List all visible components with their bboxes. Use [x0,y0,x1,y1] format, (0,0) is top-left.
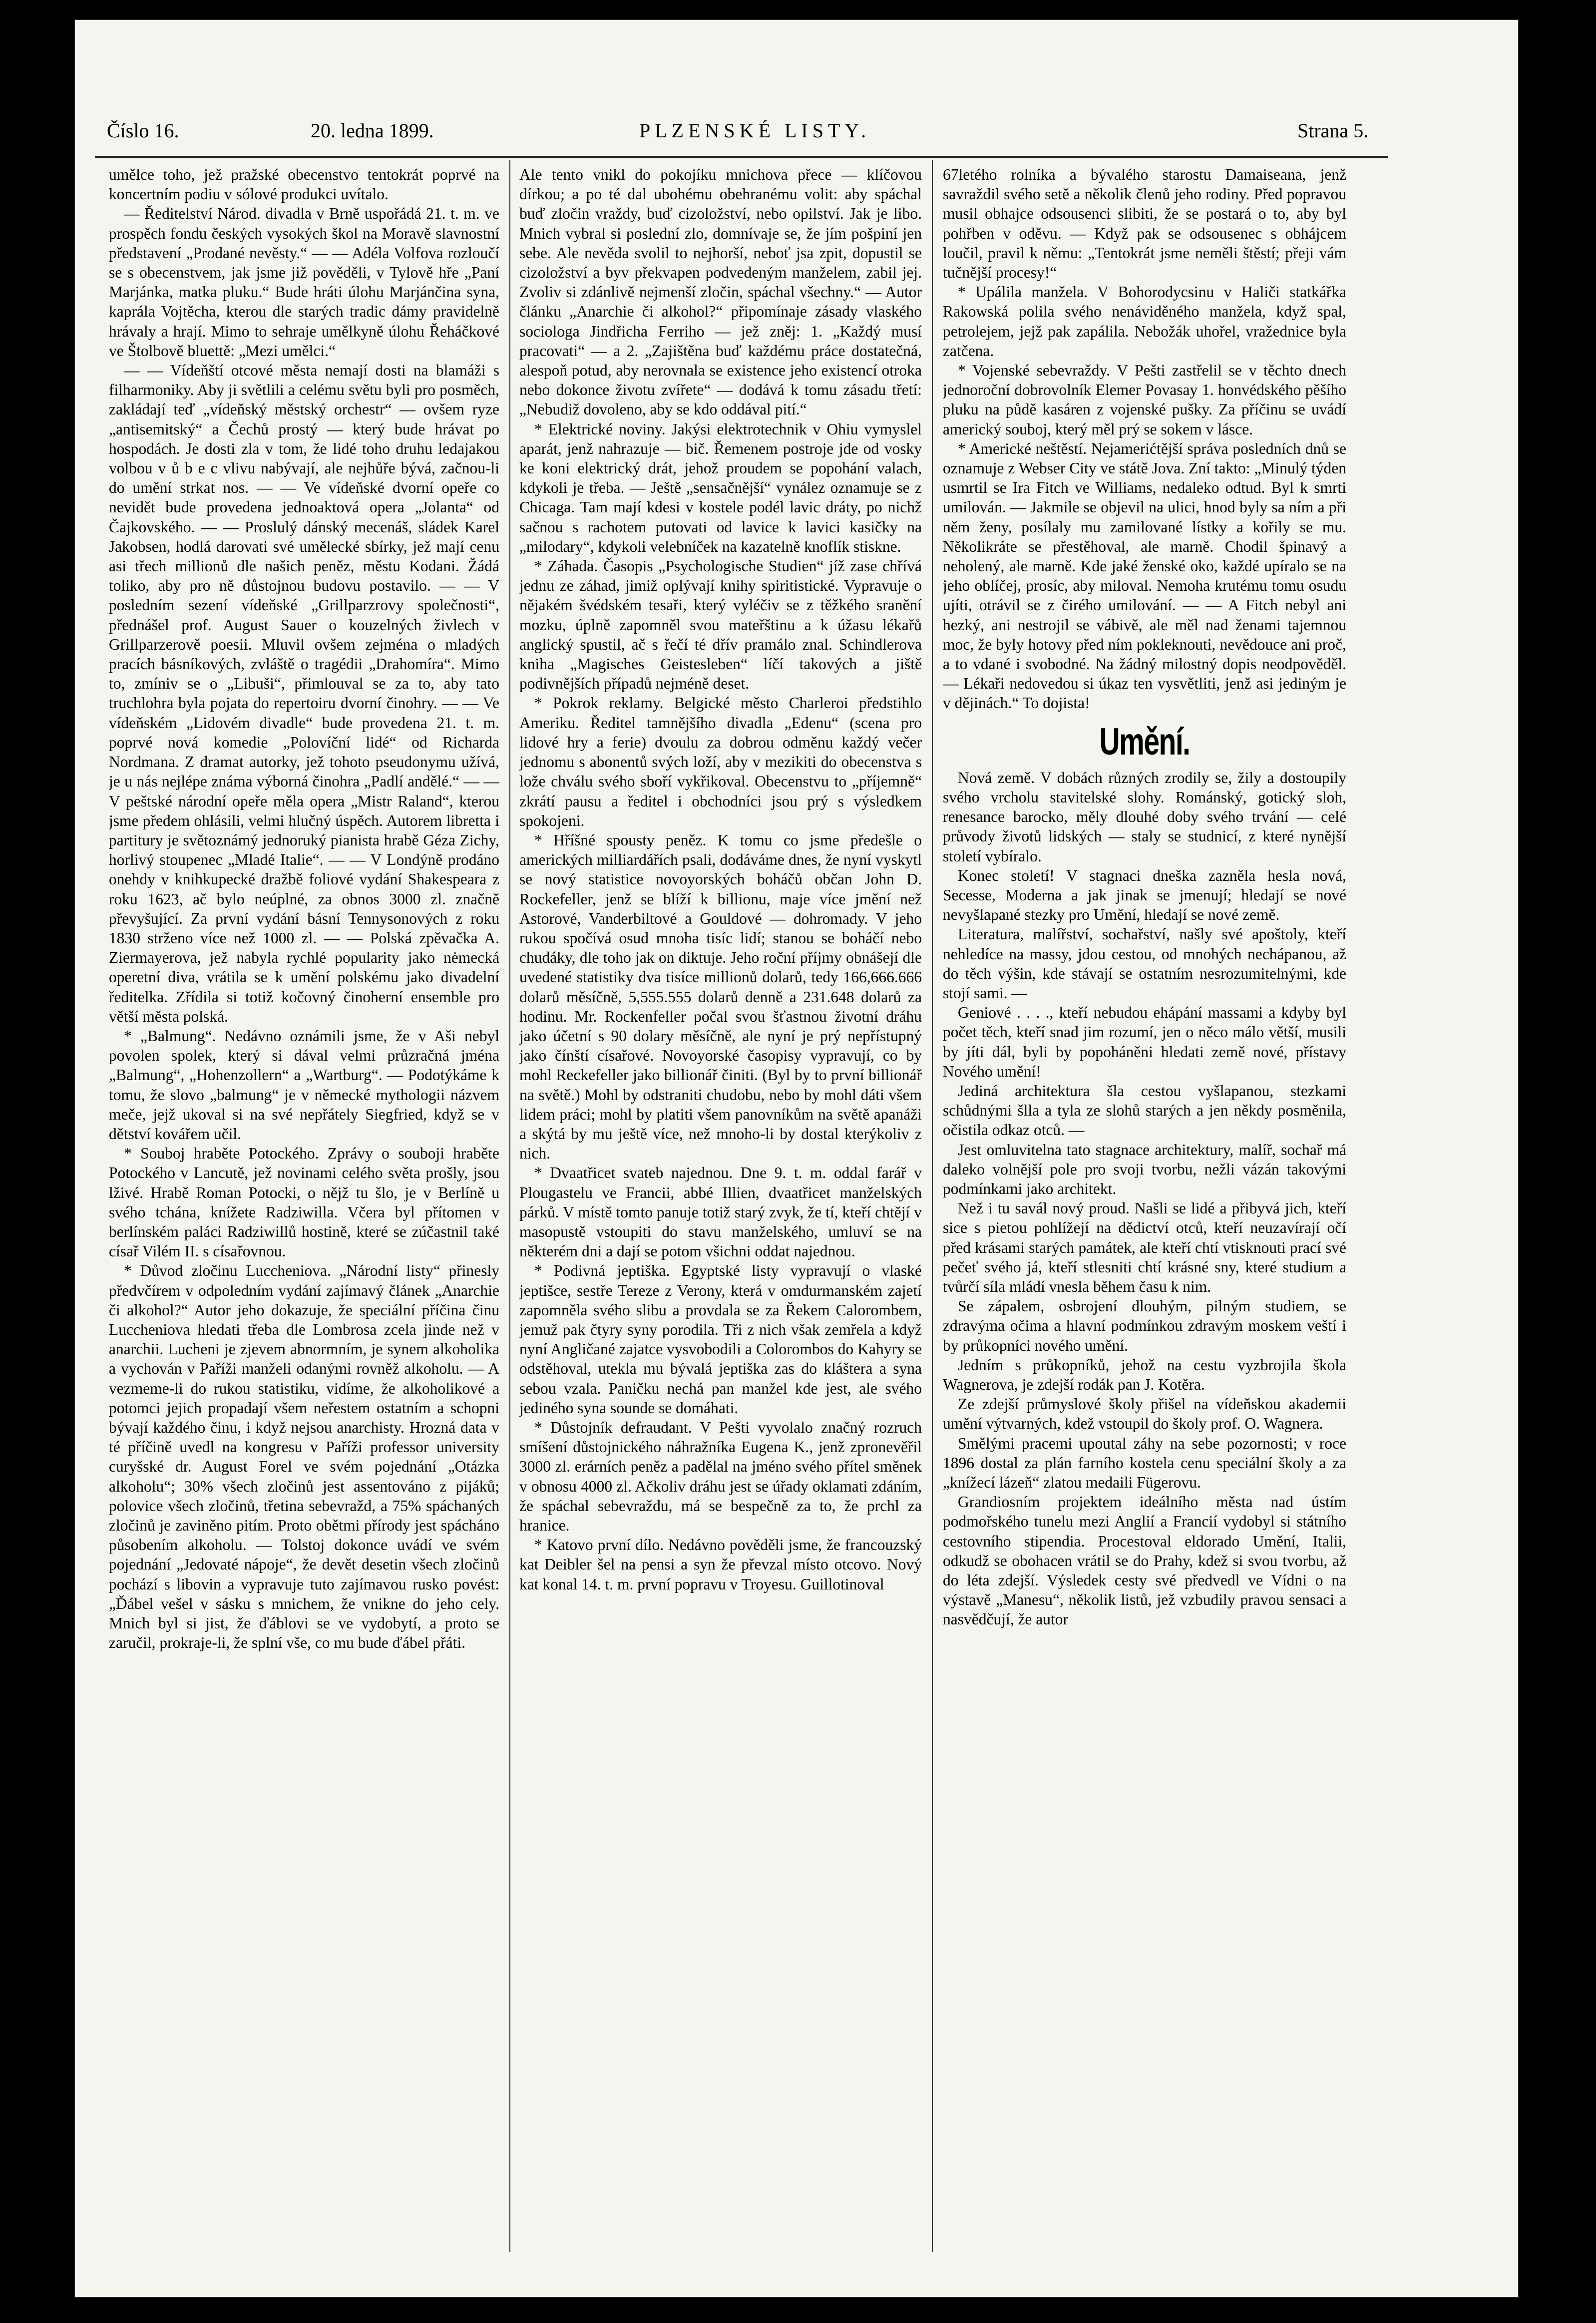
paragraph: Ze zdejší průmyslové školy přišel na vídeňskou akademii umění výtvarných, kdež vstoupil do školy prof. O. Wagnera. [943,1395,1346,1433]
column-divider-1 [509,160,510,2252]
paragraph: — Ředitelství Národ. divadla v Brně uspořádá 21. t. m. ve prospěch fondu českých vysokých škol na Moravě slavnostní představení „Prodané nevěsty.“ — — Adéla Volfova rozloučí se s obecenstvem, jak jsme již pověděli, v Tylově hře „Paní Marjánka, matka pluku.“ Bude hráti úlohu Marjánčina syna, kaprála Vojtěcha, kterou dle starých tradic dámy pravidelně hrávaly a hrají. Mimo to sehraje umělkyně úlohu Řeháčkové ve Štolbově bluettě: „Mezi umělci.“ [109,205,499,360]
article-defraudant: * Důstojník defraudant. V Pešti vyvolalo značný rozruch smíšení důstojnického náhražníka Eugena K., jenž zpronevěřil 3000 zl. erárních peněz a padělal na jméno svého přítel směnek v obnosu 4000 zl. Ačkoliv dráhu jest se úřady oklamati zdáním, že spáchal sebevraždu, má se bespečně za to, že prchl za hranice. [519,1419,922,1535]
column-1 [109,165,499,2252]
paragraph: Jest omluvitelna tato stagnace architektury, malíř, sochař má daleko volnější pole pro svoji tvorbu, nežli vázán takovými podmínkami jako architekt. [943,1141,1346,1197]
paragraph: Konec století! V stagnaci dneška zazněla hesla nová, Secesse, Moderna a jak jinak se jmenují; hledají se nové nevyšlapané stezky pro Umění, hledají se nové země. [943,866,1346,924]
article-americke: * Americké neštěstí. Nejamerićtější správa posledních dnů se oznamuje z Webser City ve státě Jova. Zní takto: „Minulý týden usmrtil se Ira Fitch ve Williams, nedaleko odtud. Byl k smrti umilován. — Jakmile se objevil na ulici, hnod byly sa ním a při něm ženy, posílaly mu zamilované lístky a kořily se mu. Několikráte se přestěhoval, ale marně. Chodil špinavý a neholený, ale marně. Kde jaké ženské oko, každé upíralo se na jeho oblíčej, prosíc, aby miloval. Nemoha krutému tomu osudu ujíti, otrávil se z čirého umilování. — — A Fitch nebyl ani hezký, ani nestrojil se vábivě, ale měl nad ženami tajemnou moc, že byly hotovy před ním pokleknouti, nevědouce ani proč, a to vdané i svobodné. Na žádný milostný dopis neodpověděl. — Lékaři nedovedou si úkaz ten vysvětliti, jenž asi jediným je v dějinách.“ To dojista! [943,439,1346,712]
header-rule [95,156,1388,158]
column-3 [943,165,1346,2252]
paragraph: Než i tu savál nový proud. Našli se lidé a přibyvá jich, kteří sice s pietou pohlížejí na dědictví otců, kteří neuzavírají očí před krásami starých památek, ale kteří chtí vtisknouti prací své pečeť svého já, kteří stlesniti chtí krásné sny, které studium a tvůrčí síla mládí vnesla během času k nim. [943,1199,1346,1295]
article-hrisne-spousty: * Hříšné spousty peněz. K tomu co jsme předešle o amerických milliardářích psali, dodáváme dnes, že nyní vyskytl se nový statistice novoyorských boháčů občan John D. Rockefeller, jenž se blíží k billionu, maje více jmění než Astorové, Vanderbiltové a Gouldové — dohromady. V jeho rukou spočívá osud mnoha tisíc lidí; stanou se boháčí nebo chudáky, dle toho jak on diktuje. Jeho roční příjmy obnášejí dle uvedené statistiky dva tisíce millionů dolarů, tedy 166,666.666 dolarů měsíčně, 5,555.555 dolarů denně a 231.648 dolarů za hodinu. Mr. Rockenfeller počal svou šťastnou životní dráhu jako účetní s 90 dolary měsíčně, ale nyní je prý nepřístupný jako čínští císařové. Novoyorské časopisy vypravují, co by mohl Reckefeller jako billionář činiti. (Byl by to první billionář na světě.) Mohl by odstraniti chudobu, nebo by mohl dáti všem lidem práci; mohl by platiti všem panovníkům na světě apanáži a skýtá by mu ještě více, než mnoho-li by dostal kterýkoliv z nich. [519,831,922,1162]
issue-date: 20. ledna 1899. [311,119,434,142]
paragraph: Geniové . . . ., kteří nebudou ehápání massami a kdyby byl počet těch, kteří snad jim rozumí, jen o něco málo větší, musili by jíti dál, byli by popoháněni hledati země nové, přístavy Nového umění! [943,1004,1346,1080]
paragraph: Se zápalem, osbrojení dlouhým, pilným studiem, se zdravýma očima a hlavní podmínkou zdravým moskem veští i by průkopníci nového umění. [943,1297,1346,1354]
paragraph: umělce toho, jež pražské obecenstvo tentokrát poprvé na koncertním podiu v sólové produkci uvítalo. [109,166,499,203]
paragraph: Jediná architektura šla cestou vyšlapanou, stezkami schůdnými šlla a tyla ze slohů starých a jen někdy posměnila, očistila odkaz otců. — [943,1082,1346,1139]
article-lucheni: * Důvod zločinu Luccheniova. „Národní listy“ přinesly předvčírem v odpoledním vydání zajímavý článek „Anarchie či alkohol?“ Autor jeho dokazuje, že speciální příčina činu Luccheniova hledati třeba dle Lombrosa zcela jinde než v anarchii. Lucheni je zjevem abnormním, je synem alkoholika a vychován v Paříži manželi odanými rovněž alkoholu. — A vezmeme-li do rukou statistiku, vidíme, že alkoholikové a potomci jejich propadají všem neřestem ostatním a schopni bývají každého činu, i když nejsou anarchisty. Hrozná data v té příčině uvedl na kongresu v Paříži professor university curyšské dr. August Forel ve svém pojednání „Otázka alkoholu“; 30% všech zločinů jest assentováno z pijáků; polovice všech zločinů, třetina sebevražd, a 75% spáchaných zločinů je zaviněno pitím. Proto obětmi přírody jest spácháno působením alkoholu. — Tolstoj dokonce uvádí ve svém pojednání „Jedovaté nápoje“, že devět desetin všech zločinů pochází s libovin a vypravuje tuto zajímavou rusko povést: „Ďábel vešel v sásku s mnichem, že vnikne do jeho cely. Mnich byl si jist, že ďáblovi se ve vydobytí, a proto se zaručil, prokraje-li, že splní vše, co mu bude ďábel přáti. [109,1262,499,1652]
paragraph: Ale tento vnikl do pokojíku mnichova přece — klíčovou dírkou; a po té dal ubohému obehranému volit: aby spáchal buď zločin vraždy, buď cizoložství, nebo opilství. Jak je libo. Mnich vybral si poslední zlo, domnívaje se, že jím pošpiní jen sebe. Ale nevěda svolil to nejhorší, neboť jsa zpit, dopustil se cizoložství a byv překvapen podvedeným manželem, zabil jej. Zvoliv si zdánlivě nejmenší zločin, spáchal všechny.“ — Autor článku „Anarchie či alkohol?“ připomínaje zásady vlaského sociologa Jindřicha Ferriho — jež zněj: 1. „Každý musí pracovati“ — a 2. „Zajištěna buď každému práce dostatečná, alespoň potud, aby nerovnala se existence jeho existencí otroka nebo dokonce životu zvířete“ — dodává k tomu zásadu třetí: „Nebudiž dovoleno, aby se kdo oddával pití.“ [519,166,922,418]
column-2 [519,165,922,2252]
article-nova-zeme: Nová země. V dobách různých zrodily se, žily a dostoupily svého vrcholu stavitelské slohy. Románský, gotický sloh, renesance barocko, měly dlouhé doby svého trvání — celé průvody životů lidských — staly se studnicí, z které nynější století vybíralo. [943,769,1346,865]
paragraph: Jedním s průkopníků, jehož na cestu vyzbrojila škola Wagnerova, je zdejší rodák pan J. Kotěra. [943,1356,1346,1393]
article-upalila: * Upálila manžela. V Bohorodycsinu v Haliči statkářka Rakowská polila svého nenáviděného manžela, když spal, petrolejem, jejž pak zapálila. Nebožák uhořel, vražednice byla zatčena. [943,283,1346,360]
article-souboj: * Souboj hraběte Potockého. Zprávy o souboji hraběte Potockého v Lancutě, jež novinami celého světa prošly, jsou lživé. Hrabě Roman Potocki, o nějž tu šlo, je v Berlíně u svého tchána, knížete Radziwilla. Včera byl přítomen v berlínském paláci Radziwillů hostině, které se zúčastnil také císař Vilém II. s císařovnou. [109,1145,499,1260]
paragraph: Literatura, malířství, sochařství, našly své apoštoly, kteří nehledíce na massy, jdou cestou, od mnohých nechápanou, až do těch výšin, kde stávají se ostatním nesrozumitelnými, kde stojí sami. — [943,925,1346,1002]
section-heading-umeni: Umění. [1099,720,1190,763]
page-header [95,119,1383,149]
article-svatby: * Dvaatřicet svateb najednou. Dne 9. t. m. oddal farář v Plougastelu ve Francii, abbé Illien, dvaatřicet manželských párků. V místě tomto panuje totiž starý zvyk, že tí, kteří chtějí v masopustě vstoupiti do stavu manželského, umluví se na některém dni a dají se potom všichni oddat najednou. [519,1164,922,1260]
paragraph: Grandiosním projektem ideálního města nad ústím podmořského tunelu mezi Anglií a Francií vydobyl si státního cestovního stipendia. Procestoval eldorado Umění, Italii, odkudž se obohacen vrátil se do Prahy, kdež si svou tvorbu, až do léta zdejší. Výsledek cesty své předvedl ve Vídni o na výstavě „Manesu“, několik listů, jež vzbudily pravou sensaci a nasvědčují, že autor [943,1493,1346,1628]
page-number: Strana 5. [1297,119,1369,142]
masthead-title: PLZENSKÉ LISTY. [639,119,871,142]
paragraph: Smělými pracemi upoutal záhy na sebe pozornosti; v roce 1896 dostal za plán farního kostela cenu speciální školy a za „knížecí lázeň“ zlatou medaili Fügerovu. [943,1434,1346,1491]
article-elektricke-noviny: * Elektrické noviny. Jakýsi elektrotechnik v Ohiu vymyslel aparát, jenž nahrazuje — bič. Řemenem postroje jde od vosky ke koni elektrický drát, jehož proudem se popohání valach, kdykoli je třeba. — Ještě „sensačnější“ vynález oznamuje se z Chicaga. Tam mají kdesi v kostele podél lavic dráty, po nichž sačnou s rachotem putovati od lavice k lavici kasičky na „milodary“, kdykoli velebníček na kazatelně knoflík stiskne. [519,420,922,555]
paragraph: — — Vídeňští otcové města nemají dosti na blamáži s filharmoniky. Aby ji světlili a celému světu byli pro posměch, zakládají teď „vídeňský městský orchestr“ — ovšem ryze „antisemitský“ a Čechů prostý — který bude hrávat po hospodách. Je dosti zla v tom, že lidé toho druhu ledajakou volbou v ů b e c vlivu nabývají, ale nejhůře bývá, začnou-li do umění strkat nos. — — Ve vídeňské dvorní opeře co nevidět bude provedena jednoaktová opera „Jolanta“ od Čajkovského. — — Proslulý dánský mecenáš, sládek Karel Jakobsen, hodlá darovati své umělecké sbírky, jež mají cenu asi třech millionů dle našich peněz, městu Kodani. Žádá toliko, aby pro ně důstojnou budovu postavilo. — — V posledním sezení vídeňské „Grillparzrovy společnosti“, přednášel prof. August Sauer o kouzelných živlech v Grillparzerově poesii. Mluvil ovšem zejména o mladých pracích básníkových, zvláště o tragédii „Drahomíra“. Mimo to, zmíniv se o „Libuši“, přimlouval se za to, aby tato truchlohra byla pojata do repertoiru dvorní činohry. — — Ve vídeňském „Lidovém divadle“ bude provedena 21. t. m. poprvé nová komedie „Polovíční lidé“ od Richarda Nordmana. Z dramat autorky, jež tohoto pseudonymu užívá, je u nás nejlépe známa výborná činohra „Padlí andělé.“ — — V peštské národní opeře měla opera „Mistr Raland“, kterou jsme předem ohlásili, velmi hlučný úspěch. Autorem libretta i partitury je světoznámý jednoruký pianista hrabě Géza Zichy, horlivý stoupenec „Mladé Italie“. — — V Londýně prodáno onehdy v knihkupecké dražbě foliové vydání Shakespeara z roku 1623, ač bylo neúplné, za obnos 3000 zl. značně převyšující. Za první vydání básní Tennysonových z roku 1830 strženo více než 1000 zl. — — Polská zpěvačka A. Ziermayerova, jež nabyla rychlé popularity jako nėmecká operetní diva, vrátila se k umění polskému jako divadelní ředitelka. Zřídila si totiž kočovný činoherní ensemble pro větší města polská. [109,362,499,1025]
article-jeptiska: * Podivná jeptiška. Egyptské listy vypravují o vlaské jeptišce, sestře Tereze z Verony, která v omdurmanském zajetí zapomněla svého slibu a provdala se za Řekem Calorombem, jemuž pak čtyry syny porodila. Tři z nich však zemřela a když nyní Angličané zajatce vysvobodili a Colorombos do Kahyry se odstěhoval, utekla mu bývalá jeptiška zas do kláštera a syna sebou vzala. Paničku nechá pan manžel kde jest, ale svého jediného syna sounde se domáhati. [519,1262,922,1417]
paragraph: 67letého rolníka a bývalého starostu Damaiseana, jenž savraždil svého setě a několik členů jeho rodiny. Před popravou musil obhajce odsousenci slibiti, že se postará o to, aby byl pohřben v oděvu. — Když pak se odsousenec s obhájcem loučil, pravil k němu: „Tentokrát jsme neměli štěstí; přeji vám tučnější procesy!“ [943,166,1346,282]
column-divider-2 [932,160,933,2252]
article-katovo-dilo: * Katovo první dílo. Nedávno pověděli jsme, že francouzský kat Deibler šel na pensi a syn že převzal místo otcovo. Nový kat konal 14. t. m. první popravu v Troyesu. Guillotinoval [519,1536,922,1593]
article-balmung: * „Balmung“. Nedávno oznámili jsme, že v Aši nebyl povolen spolek, který si dával velmi průzračná jména „Balmung“, „Hohenzollern“ a „Wartburg“. — Podotýkáme k tomu, že slovo „balmung“ je v německé mythologii názvem meče, jejž ukoval si na své nepřátely Siegfried, když se v dětství kovářem učil. [109,1027,499,1143]
article-pokrok-reklamy: * Pokrok reklamy. Belgické město Charleroi předstihlo Ameriku. Ředitel tamnějšího divadla „Edenu“ (scena pro lidové hry a ferie) dvoulu za dobrou odměnu každý večer jednomu s abonentů svých loží, aby v mezikiti do obecenstva s lože chválu svého sboří vykřikoval. Obecenstvu to „příjemně“ zkrátí pausu a ředitel i obchodníci jsou prý s výsledkem spokojeni. [519,694,922,829]
issue-number: Číslo 16. [107,119,179,142]
article-zahada: * Záhada. Časopis „Psychologische Studien“ jíž zase chřívá jednu ze záhad, jimiž oplývají knihy spiritistické. Vypravuje o nějakém švédském tesaři, který vyléčiv se z těžkého sranění mozku, úplně zapomněl svou mateřštinu a k úžasu lékařů anglický spustil, ač s řečí té dřív pramálo znal. Schindlerova kniha „Magisches Geistesleben“ líčí takových a jiště podivnějších případů nejméně deset. [519,557,922,693]
article-vojenske: * Vojenské sebevraždy. V Pešti zastřelil se v těchto dnech jednoroční dobrovolník Elemer Povasay 1. honvédského pěšího pluku na půdě kasáren z vojenské pušky. Za příčinu se uvádí americký souboj, který měl prý se sokem v lásce. [943,362,1346,438]
